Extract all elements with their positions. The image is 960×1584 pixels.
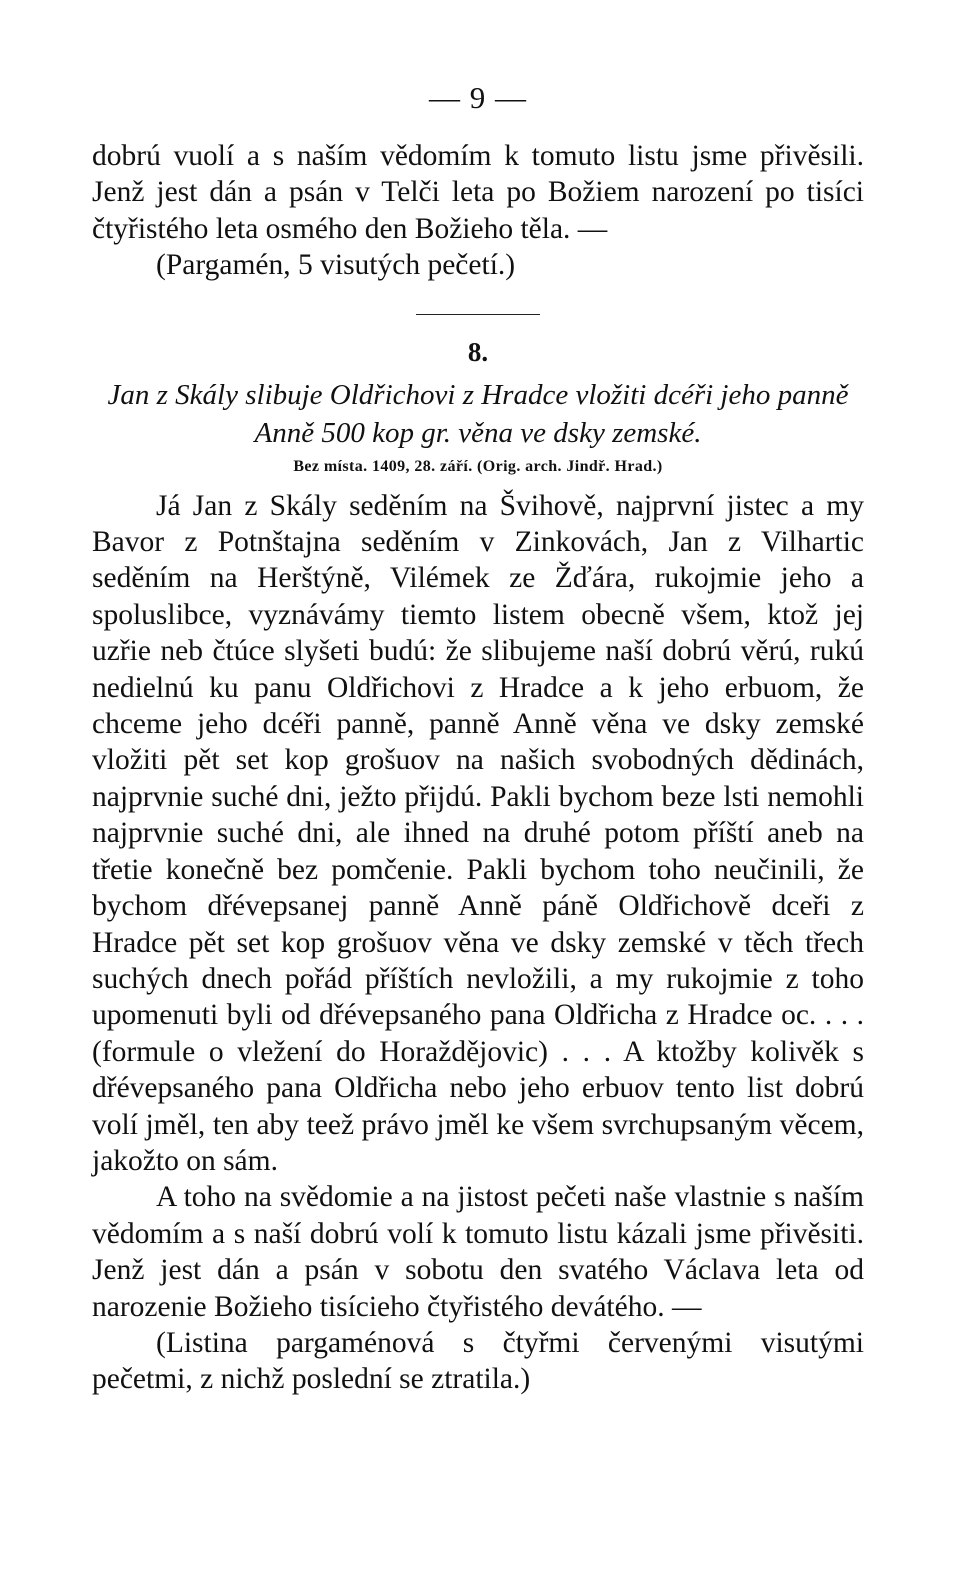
document-paragraph: A toho na svědomie a na jistost pečeti naše vlastnie s naším vědomím a s naší dobrú volí k tomuto listu kázali jsme přivěsiti. Jenž jest dán a psán v sobotu den svatého Václava leta od narozenie Božieho tisícieho čtyřistého devátého. — [92,1181,864,1323]
section-divider [416,314,540,315]
previous-document-ending: dobrú vuolí a s naším vědomím k tomuto listu jsme přivěsili. Jenž jest dán a psán v Telči leta po Božiem narození po tisíci čtyřistého leta osmého den Božieho těla. — [92,140,864,245]
document-number: 8. [467,336,489,367]
document-source: Bez místa. 1409, 28. září. (Orig. arch. Jindř. Hrad.) [293,457,663,475]
previous-document-note: (Pargamén, 5 visutých pečetí.) [156,249,516,282]
document-title: Jan z Skály slibuje Oldřichovi z Hradce vložiti dcéři jeho panně Anně 500 kop gr. věna ve dsky zemské. [107,378,849,449]
document-paragraph: Já Jan z Skály seděním na Švihově, najprvní jistec a my Bavor z Potnštajna seděním v Zinkovách, Jan z Vilhartic seděním na Herštýně, Vilémek ze Žďára, rukojmie jeho a spoluslibce, vyznávámy tiemto listem obecně všem, ktož jej uzřie neb čtúce slyšeti budú: že slibujeme naší dobrú věrú, rukú nedielnú ku panu Oldřichovi z Hradce a k jeho erbuom, že chceme jeho dcéři panně, panně Anně věna ve dsky zemské vložiti pět set kop grošuov na našich svobodných dědinách, najprvnie suché dni, ježto přijdú. Pakli bychom beze lsti nemohli najprvnie suché dni, ale ihned na druhé potom příští aneb na třetie konečně bez pomčenie. Pakli bychom toho neučinili, že bychom dřévepsanej panně Anně páně Oldřichově dceři z Hradce pět set kop grošuov věna ve dsky zemské v těch třech suchých dnech pořád příštích nevložili, a my rukojmie z toho upomenuti byli od dřévepsaného pana Oldřicha z Hradce oc. . . . (formule o vležení do Horaždějovic) . . . A ktožby kolivěk s dřévepsaného pana Oldřicha nebo jeho erbuov tento list dobrú volí jměl, ten aby teež právo jměl ke všem svrchupsaným věcem, jakožto on sám. [92,489,864,1177]
document-note: (Listina pargaménová s čtyřmi červenými visutými pečetmi, z nichž poslední se ztratila.) [92,1326,864,1396]
page-number: — 9 — [429,80,527,115]
document-page [92,80,864,1398]
